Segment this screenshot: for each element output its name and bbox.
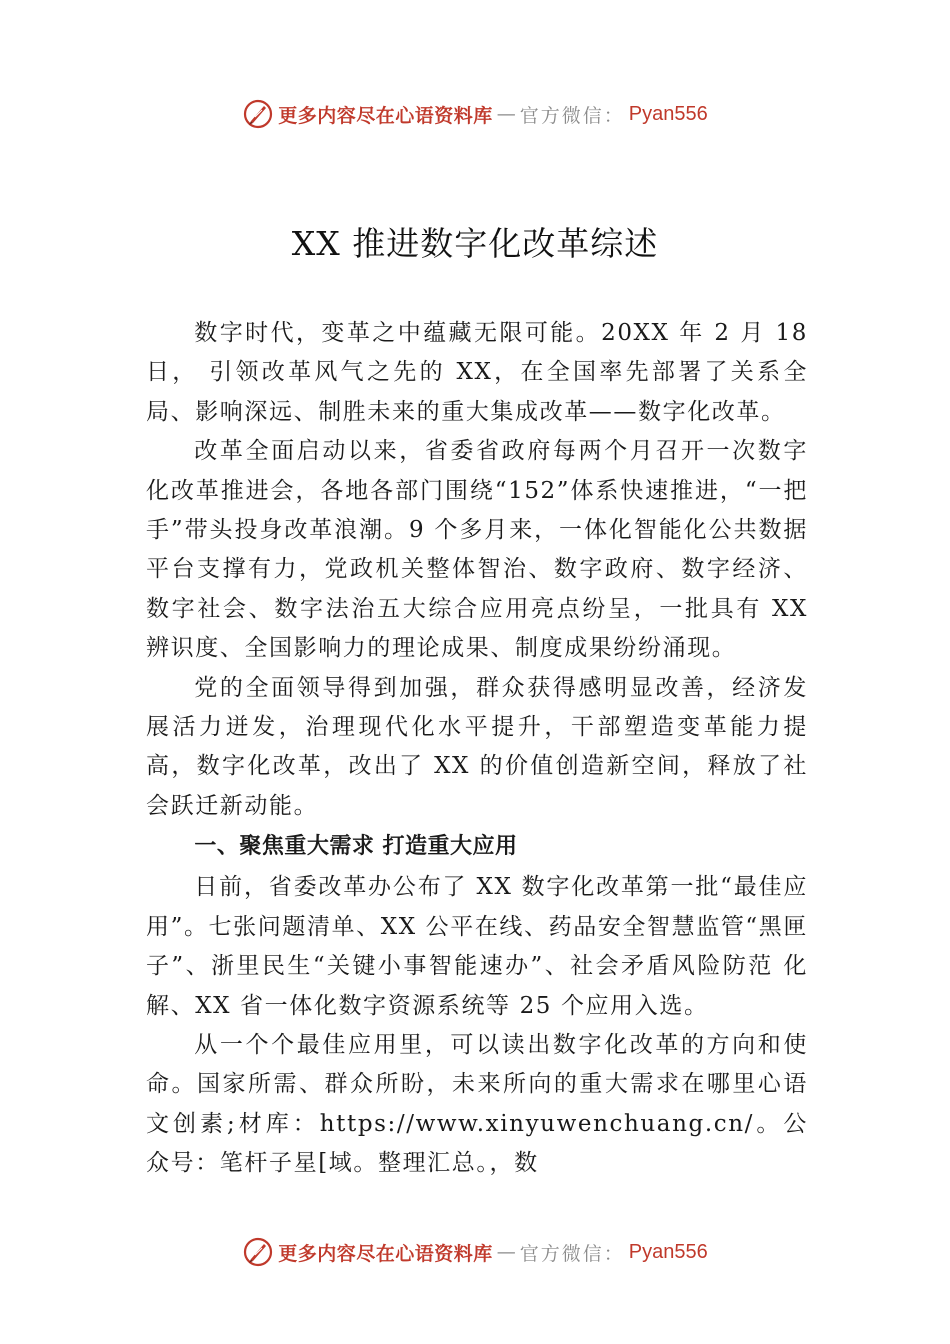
banner-separator: — — [496, 1241, 516, 1263]
quill-pen-logo-icon — [242, 1236, 274, 1268]
body-paragraph: 从一个个最佳应用里，可以读出数字化改革的方向和使命。国家所需、群众所盼，未来所向的重大需求在哪里心语文创素;材库：https://www.xinyuwenchuang.cn/。公众号：笔杆子星[域。整理汇总。，数 — [146, 1031, 808, 1177]
banner-brand-text: 更多内容尽在心语资料库 — [278, 1242, 493, 1265]
section-heading: 一、聚焦重大需求 打造重大应用 — [194, 834, 518, 860]
banner-wechat-label: 官方微信： — [519, 1242, 625, 1265]
body-paragraph: 改革全面启动以来，省委省政府每两个月召开一次数字化改革推进会，各地各部门围绕“152”体系快速推进，“一把手”带头投身改革浪潮。9 个多月来，一体化智能化公共数据平台支撑有力，党政机关整体智治、数字政府、数字经济、数字社会、数字法治五大综合应用亮点纷呈，一批具有 XX 辨识度、全国影响力的理论成果、制度成果纷纷涌现。 — [146, 438, 808, 662]
banner-brand-text: 更多内容尽在心语资料库 — [278, 104, 493, 127]
banner-wechat-label: 官方微信： — [519, 104, 625, 127]
banner-wechat-id: Pyan556 — [628, 1240, 708, 1263]
banner-separator: — — [496, 103, 516, 125]
body-paragraph: 日前，省委改革办公布了 XX 数字化改革第一批“最佳应用”。七张问题清单、XX 公平在线、药品安全智慧监管“黑匣子”、浙里民生“关键小事智能速办”、社会矛盾风险防范 化解、XX 省一体化数字资源系统等 25 个应用入选。 — [146, 874, 808, 1019]
quill-pen-logo-icon — [242, 98, 274, 130]
document-title: XX 推进数字化改革综述 — [291, 224, 659, 263]
body-paragraph: 数字时代，变革之中蕴藏无限可能。20XX 年 2 月 18 日， 引领改革风气之先的 XX，在全国率先部署了关系全局、影响深远、制胜未来的重大集成改革——数字化改革。 — [146, 320, 808, 425]
body-paragraph: 党的全面领导得到加强，群众获得感明显改善，经济发展活力迸发，治理现代化水平提升，干部塑造变革能力提高，数字化改革，改出了 XX 的价值创造新空间，释放了社会跃迁新动能。 — [146, 674, 808, 819]
footer-banner — [0, 1232, 950, 1272]
banner-content — [242, 1236, 708, 1268]
header-banner — [0, 94, 950, 134]
document-body — [146, 314, 808, 1184]
banner-wechat-id: Pyan556 — [628, 102, 708, 125]
banner-content — [242, 98, 708, 130]
